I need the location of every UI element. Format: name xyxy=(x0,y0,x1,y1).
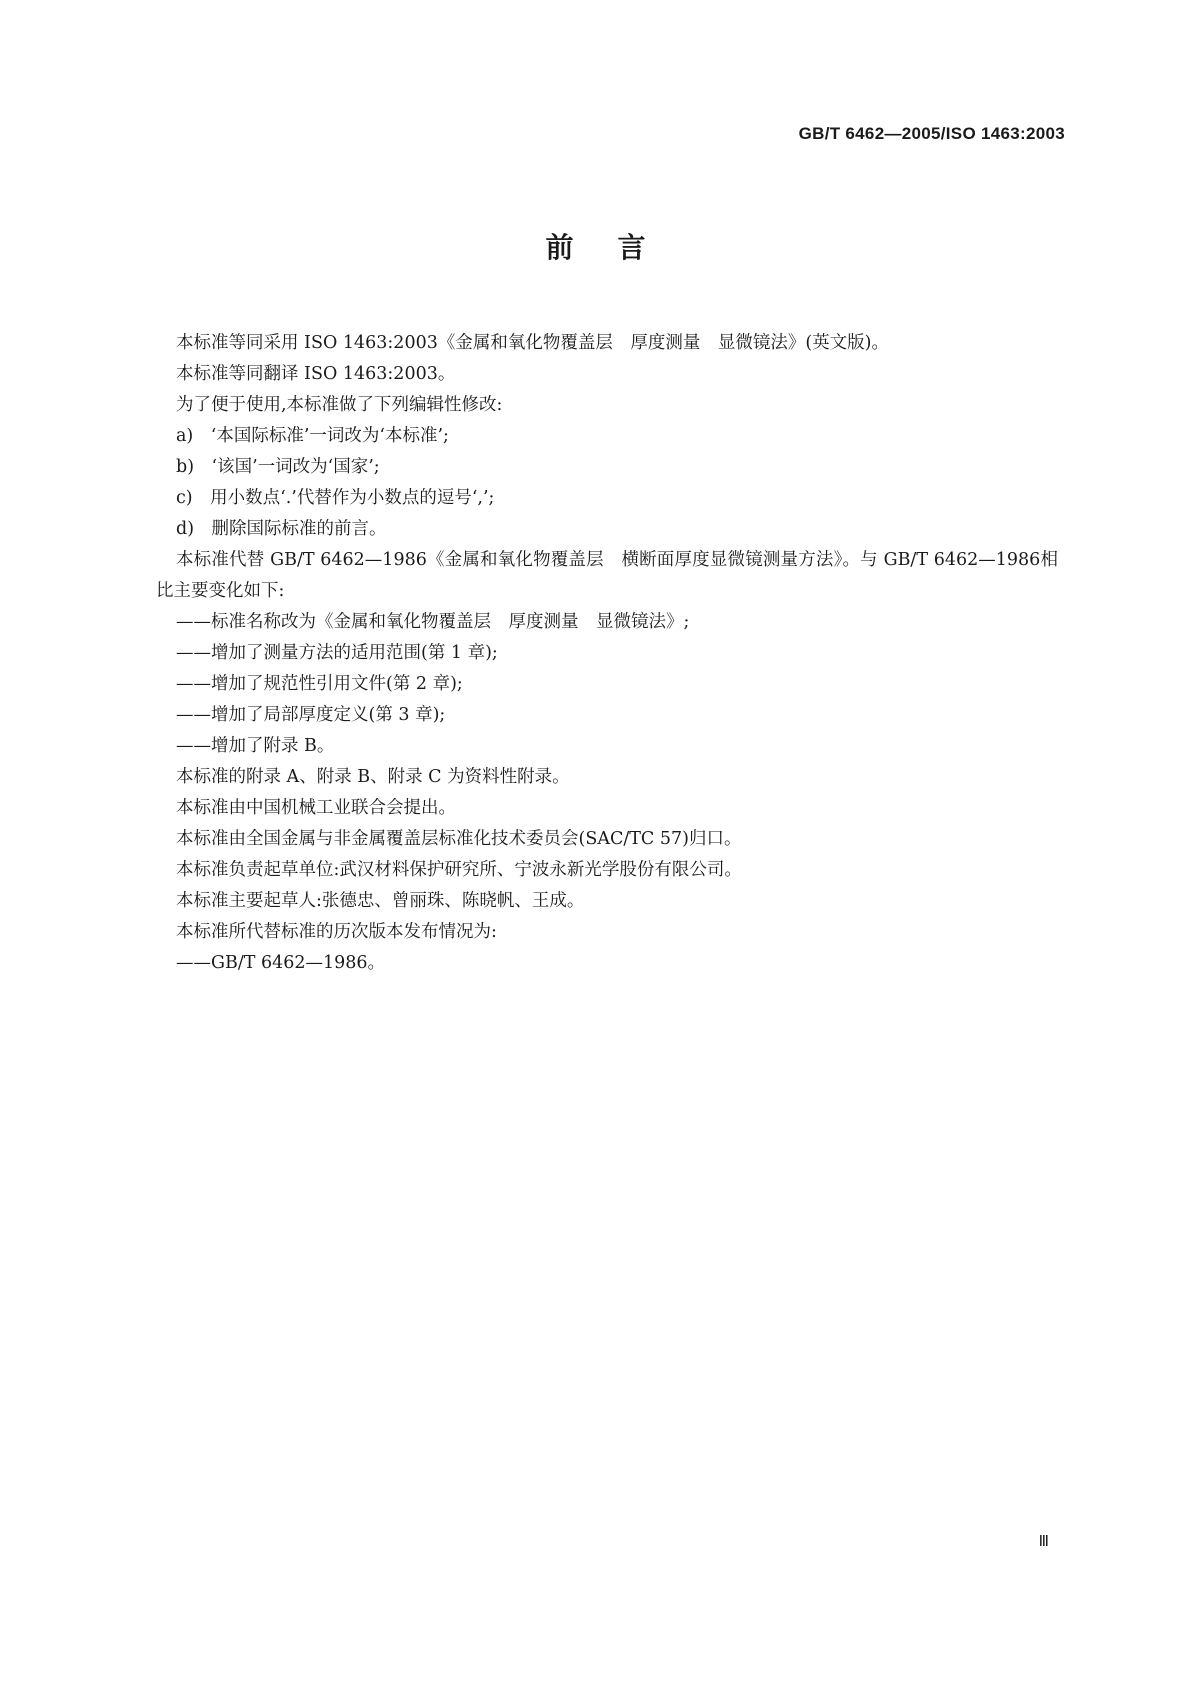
paragraph: 为了便于使用,本标准做了下列编辑性修改: xyxy=(176,395,503,415)
page-number: Ⅲ xyxy=(1038,1532,1049,1550)
paragraph: 本标准等同采用 ISO 1463:2003《金属和氧化物覆盖层 厚度测量 显微镜法》(英文版)。 xyxy=(176,333,889,353)
list-item: ——增加了规范性引用文件(第 2 章); xyxy=(176,674,463,694)
list-item: ——GB/T 6462—1986。 xyxy=(176,953,386,973)
standard-code: GB/T 6462—2005/ISO 1463:2003 xyxy=(798,124,1065,143)
paragraph: 本标准的附录 A、附录 B、附录 C 为资料性附录。 xyxy=(176,767,570,787)
paragraph: 本标准主要起草人:张德忠、曾丽珠、陈晓帆、王成。 xyxy=(176,891,585,911)
paragraph: 本标准所代替标准的历次版本发布情况为: xyxy=(176,922,497,942)
list-item: ——标准名称改为《金属和氧化物覆盖层 厚度测量 显微镜法》; xyxy=(176,612,690,632)
list-item: b) ‘该国’一词改为‘国家’; xyxy=(176,457,380,477)
page-title: 前言 xyxy=(545,231,690,264)
paragraph: 本标准由中国机械工业联合会提出。 xyxy=(176,798,456,818)
list-item: a) ‘本国际标准’一词改为‘本标准’; xyxy=(176,426,449,446)
list-item: ——增加了局部厚度定义(第 3 章); xyxy=(176,705,446,725)
paragraph: 本标准由全国金属与非金属覆盖层标准化技术委员会(SAC/TC 57)归口。 xyxy=(176,829,742,849)
document-body xyxy=(156,328,1076,979)
list-item: ——增加了附录 B。 xyxy=(176,736,335,756)
paragraph: 本标准代替 GB/T 6462—1986《金属和氧化物覆盖层 横断面厚度显微镜测量方法》。与 GB/T 6462—1986相比主要变化如下: xyxy=(156,550,1058,601)
paragraph: 本标准等同翻译 ISO 1463:2003。 xyxy=(176,364,456,384)
paragraph: 本标准负责起草单位:武汉材料保护研究所、宁波永新光学股份有限公司。 xyxy=(176,860,742,880)
list-item: d) 删除国际标准的前言。 xyxy=(176,519,387,539)
list-item: ——增加了测量方法的适用范围(第 1 章); xyxy=(176,643,498,663)
list-item: c) 用小数点‘.’代替作为小数点的逗号‘,’; xyxy=(176,488,495,508)
